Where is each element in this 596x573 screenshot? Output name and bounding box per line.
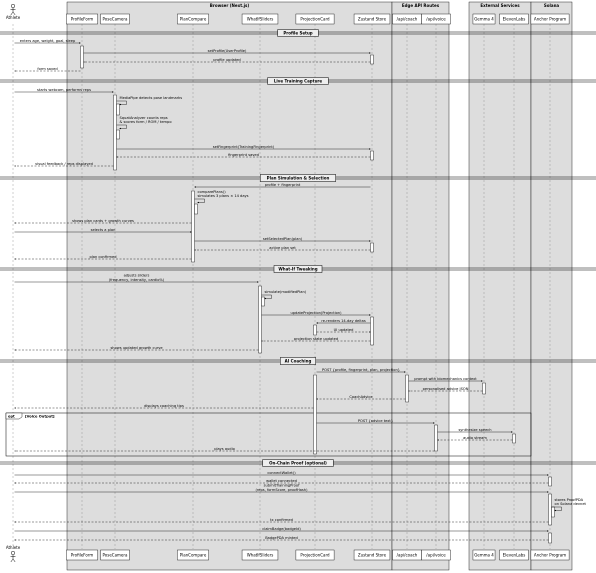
activation-projectioncard xyxy=(314,325,317,335)
message-label: updateProjection(Projection) xyxy=(290,310,342,315)
group-title: Solana xyxy=(543,3,560,8)
participant-label: PlanCompare xyxy=(179,16,207,22)
activation-whatifsliders xyxy=(259,286,262,353)
activation-apivoice xyxy=(435,425,438,451)
section-label: Profile Setup xyxy=(283,30,313,36)
frame-keyword: opt xyxy=(8,414,15,419)
participant-label: Athlete xyxy=(5,545,21,550)
message-label: visual feedback / reps displayed xyxy=(35,161,93,166)
group-1 xyxy=(392,2,449,570)
activation-anchor xyxy=(549,533,552,543)
group-title: Edge API Routes xyxy=(401,3,440,8)
message-label: adjusts sliders xyxy=(123,273,150,278)
activation-anchor xyxy=(552,507,555,517)
message-label: simulate(modifiedPlan) xyxy=(264,290,307,294)
message-label: synthesize speech xyxy=(458,427,492,432)
participant-plancompare-bottom xyxy=(177,550,208,560)
participant-elevenlabs-top xyxy=(500,14,529,24)
group-0 xyxy=(67,2,392,570)
participant-apivoice-top xyxy=(422,14,451,24)
participant-label: /api/voice xyxy=(426,16,446,22)
activation-elevenlabs xyxy=(513,434,516,443)
actor-head xyxy=(11,551,15,555)
message-label: setFingerprint(TrainingFingerprint) xyxy=(212,144,275,149)
group-box xyxy=(469,2,531,570)
participant-label: ProfileForm xyxy=(70,552,94,558)
participant-label: Athlete xyxy=(5,15,21,20)
participant-profileform-top xyxy=(66,14,97,24)
participant-label: Zustand Store xyxy=(357,16,387,22)
section-label: Live Training Capture xyxy=(273,78,323,84)
message-label: projection state updated xyxy=(293,336,339,341)
activation-gemma xyxy=(483,383,486,394)
activation-profileform xyxy=(81,46,84,68)
message-label: active plan set xyxy=(269,245,296,250)
message-label: plan confirmed xyxy=(89,254,117,259)
message-label: prompt with biomechanics context xyxy=(414,376,477,381)
message-label: re-renders 14-day deltas xyxy=(321,318,366,323)
message-label: UI updated xyxy=(333,327,354,332)
activation-zustand xyxy=(371,151,374,160)
message-label: profile + fingerprint xyxy=(264,182,301,187)
participant-label: /api/coach xyxy=(396,16,418,22)
actor-athlete-top xyxy=(6,4,21,20)
participant-posecamera-bottom xyxy=(101,550,130,560)
message-label: POST {profile, fingerprint, plan, projection} xyxy=(321,367,401,372)
message-label: plays audio xyxy=(214,446,235,451)
message xyxy=(317,368,406,372)
participant-label: Gemma 4 xyxy=(474,552,494,558)
message-label: connectWallet() xyxy=(267,470,296,475)
participant-label: Anchor Program xyxy=(533,16,567,22)
message-label: starts webcam, performs reps xyxy=(37,87,91,92)
message-label: (frequency, intensity, cardio%) xyxy=(108,277,165,282)
participant-label: ElevenLabs xyxy=(502,16,526,22)
participant-projectioncard-top xyxy=(296,14,334,24)
activation-zustand xyxy=(371,317,374,345)
activation-plancompare xyxy=(195,204,198,214)
participant-zustand-top xyxy=(354,14,390,24)
activation-posecamera xyxy=(114,95,117,170)
message-label: comparePlans() xyxy=(197,189,226,194)
participant-label: Anchor Program xyxy=(533,552,567,558)
participant-label: Gemma 4 xyxy=(474,16,494,22)
message-label: submitTrainingProof xyxy=(263,483,300,488)
participant-label: PoseCamera xyxy=(102,552,128,558)
message-label: shows plan cards + growth curves xyxy=(72,218,134,223)
activation-plancompare xyxy=(192,191,195,262)
activation-posecamera xyxy=(117,104,120,115)
message-label: displays coaching tips xyxy=(144,403,184,408)
participant-posecamera-top xyxy=(101,14,130,24)
group-title: Browser (Next.js) xyxy=(209,3,250,8)
section-label: What-If Tweaking xyxy=(278,266,318,272)
message-label: selects a plan xyxy=(90,227,116,232)
message-label: & scores form / ROM / tempo xyxy=(119,120,172,124)
message xyxy=(409,377,483,381)
activation-projectioncard xyxy=(314,375,317,454)
participant-label: ProjectionCard xyxy=(300,16,330,22)
group-title: External Services xyxy=(480,3,520,8)
participant-elevenlabs-bottom xyxy=(500,550,529,560)
participant-label: WhatIfSliders xyxy=(246,16,274,22)
activation-zustand xyxy=(371,243,374,252)
participant-plancompare-top xyxy=(177,14,208,24)
participant-gemma-bottom xyxy=(473,550,495,560)
participant-anchor-bottom xyxy=(531,550,569,560)
participant-label: PlanCompare xyxy=(179,552,207,558)
message-label: claimBadge(badgeId) xyxy=(262,526,301,531)
activation-anchor xyxy=(549,477,552,486)
activation-anchor xyxy=(549,494,552,525)
message-label: enters age, weight, goal, sleep xyxy=(19,38,76,43)
group-box xyxy=(67,2,392,570)
participant-anchor-top xyxy=(531,14,569,24)
participant-label: /api/voice xyxy=(426,552,446,558)
participant-label: WhatIfSliders xyxy=(246,552,274,558)
message-label: wallet connected xyxy=(266,478,297,483)
message-label: CoachAdvice xyxy=(349,394,373,399)
message-label: POST {advice text} xyxy=(357,418,394,423)
message-label: setSelectedPlan(plan) xyxy=(262,236,303,241)
participant-label: ProjectionCard xyxy=(300,552,330,558)
message-label: (reps, formScore, proofHash) xyxy=(255,487,308,492)
participant-label: ElevenLabs xyxy=(502,552,526,558)
activation-whatifsliders xyxy=(262,297,265,306)
participant-whatifsliders-bottom xyxy=(242,550,278,560)
participant-apicoach-top xyxy=(393,14,422,24)
actor-body xyxy=(11,8,16,15)
message xyxy=(15,39,81,43)
message-label: profile updated xyxy=(213,57,241,62)
message-label: MediaPipe detects pose landmarks xyxy=(119,96,183,100)
actor-athlete-bottom xyxy=(6,545,21,562)
message-label: on Solana devnet xyxy=(554,502,586,506)
participant-apivoice-bottom xyxy=(422,550,451,560)
activation-apicoach xyxy=(406,375,409,402)
actor-body xyxy=(11,555,16,562)
message-label: setProfile(UserProfile) xyxy=(207,48,247,53)
message-label: simulates 3 plans × 14 days xyxy=(197,194,249,198)
message-label: BadgePDA minted xyxy=(265,535,298,540)
participant-projectioncard-bottom xyxy=(296,550,334,560)
participant-label: Zustand Store xyxy=(357,552,387,558)
participant-label: /api/coach xyxy=(396,552,418,558)
message-label: fingerprint saved xyxy=(228,152,259,157)
participant-profileform-bottom xyxy=(66,550,97,560)
message-label: personalised advice JSON xyxy=(422,386,469,391)
activation-posecamera xyxy=(117,130,120,139)
activation-zustand xyxy=(371,55,374,64)
participant-label: PoseCamera xyxy=(102,16,128,22)
message xyxy=(317,319,371,323)
frame-condition: [Voice Output] xyxy=(25,414,55,419)
message-label: SquatAnalyzer counts reps xyxy=(119,115,168,120)
section-label: AI Coaching xyxy=(284,358,312,364)
participant-whatifsliders-top xyxy=(242,14,278,24)
message-label: audio stream xyxy=(463,435,487,440)
participant-zustand-bottom xyxy=(354,550,390,560)
group-box xyxy=(392,2,449,570)
message-label: form saved xyxy=(37,66,58,71)
message-label: tx confirmed xyxy=(270,517,293,522)
participant-gemma-top xyxy=(473,14,495,24)
section-label: Plan Simulation & Selection xyxy=(266,175,330,181)
participant-label: ProfileForm xyxy=(70,16,94,22)
group-2 xyxy=(469,2,531,570)
actor-head xyxy=(11,4,15,8)
message-label: shows updated growth curve xyxy=(110,345,163,350)
section-label: On-Chain Proof (optional) xyxy=(269,460,327,466)
participant-apicoach-bottom xyxy=(393,550,422,560)
message-label: stores ProofPDA xyxy=(554,497,584,502)
